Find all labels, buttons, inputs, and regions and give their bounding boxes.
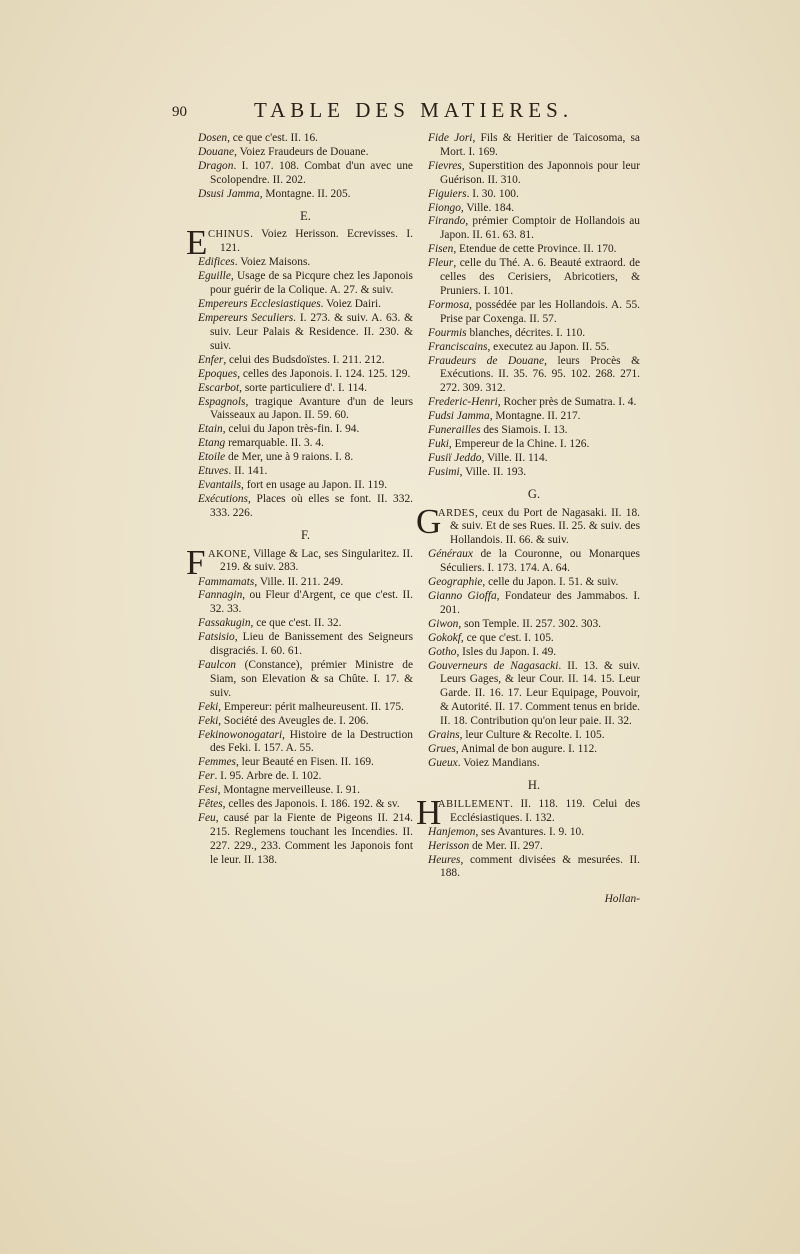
index-entry [198,396,413,424]
index-entry [198,382,413,396]
entry-headword: Fatsisio [198,631,235,644]
entry-text: . Voiez Maisons. [234,256,311,269]
entry-headword: Fleur [428,257,454,270]
entry-text: . I. 273. & suiv. A. 63. & suiv. Leur Palais & Residence. II. 230. & suiv. [210,312,413,352]
entry-headword: Exécutions [198,492,248,505]
index-entry [428,618,640,632]
entry-text: , leurs Procès & Exécutions. II. 35. 76. 95. 102. 268. 271. 272. 309. 312. [440,354,640,395]
index-entry [198,160,413,188]
section-letter: F. [300,527,311,542]
index-entry [198,576,413,590]
entry-text: (Constance), prémier Ministre de Siam, son Elevation & sa Chûte. I. 17. & suiv. [210,659,413,699]
entry-text: , Usage de sa Picqure chez les Japonois pour guérir de la Colique. A. 27. & suiv. [210,270,413,297]
entry-text: , Animal de bon augure. I. 112. [455,742,598,755]
index-entry [428,160,640,188]
index-entry [428,396,640,410]
index-entry [428,729,640,743]
index-entry [428,410,640,424]
entry-headword: Fesi [198,784,218,797]
entry-headword: Gokokf [428,631,461,644]
index-entry [428,341,640,355]
drop-cap: G [416,501,442,541]
index-entry [428,826,640,840]
entry-text: . Voiez Dairi. [320,298,381,311]
entry-text: . II. 13. & suiv. Leurs Gages, & leur Cour. II. 14. 15. Leur Garde. II. 16. 17. Leur Equipage, Pouvoir, & Autorité. II. 17. Comment tenus en bride. II. 18. Contribution qu'on leur paie. II. 32. [440,659,640,728]
index-entry [428,215,640,243]
index-column-right [416,132,640,907]
entry-headword: Fievres [428,159,462,172]
index-entry [428,299,640,327]
index-entry [428,743,640,757]
index-entry [198,437,413,451]
entry-headword: Faulcon [198,659,236,671]
entry-headword: Epoques [198,367,238,380]
entry-text: blanches, décrites. I. 110. [466,326,586,339]
index-entry [428,590,640,618]
entry-headword: Formosa [428,298,470,311]
index-entry-first [416,501,640,549]
entry-headword: Fer [198,770,215,783]
entry-headword: ARDES [438,507,475,519]
index-entry [198,701,413,715]
entry-text: . Voiez Mandians. [457,756,540,769]
index-entry [198,256,413,270]
entry-text: . I. 95. Arbre de. I. 102. [214,770,322,783]
entry-text: , Etendue de cette Province. II. 170. [453,243,617,256]
entry-headword: Douane [198,145,235,158]
index-entry [198,354,413,368]
entry-headword: Figuiers [428,187,467,200]
index-entry [198,298,413,312]
entry-headword: Giwon [428,617,459,630]
entry-headword: Gotho [428,645,457,658]
entry-headword: Fusiï Jeddo [428,451,482,464]
entry-headword: CHINUS [208,229,251,241]
entry-text: , celui du Japon très-fin. I. 94. [222,423,360,436]
entry-text: , Ville. II. 114. [481,451,548,464]
entry-text: , Voiez Fraudeurs de Douane. [234,145,369,158]
entry-text: , Ville. II. 211. 249. [254,575,344,588]
entry-text: , Montagne merveilleuse. I. 91. [217,784,360,797]
index-entry [428,327,640,341]
section-letter: E. [300,208,311,223]
entry-headword: Etuves [198,465,229,478]
index-entry [428,452,640,466]
entry-headword: Généraux [428,548,473,561]
section-letter: H. [527,777,541,792]
entry-headword: Fide Jori [428,132,473,144]
index-entry [198,812,413,868]
entry-text: , celle du Thé. A. 6. Beauté extraord. de celles des Cerisiers, Abricotiers, & Pruniers. I. 101. [440,257,640,297]
index-entry [428,355,640,397]
entry-text: . Voiez Herisson. Ecrevisses. I. 121. [220,228,413,255]
entry-headword: Fourmis [428,326,467,339]
entry-headword: Fammamats [198,575,255,588]
entry-headword: Empereurs Ecclesiastiques [198,298,321,311]
index-entry [428,188,640,202]
entry-text: remarquable. II. 3. 4. [225,437,324,450]
entry-headword: Dosen [198,132,228,144]
index-entry [428,576,640,590]
entry-headword: Eguille [198,270,231,283]
index-entry [198,423,413,437]
entry-headword: Fekinowonogatari [198,728,283,741]
entry-text: , possédée par les Hollandois. A. 55. Prise par Coxenga. II. 57. [440,298,640,325]
index-entry [198,188,413,202]
entry-headword: Franciscains [428,340,488,353]
entry-headword: ABILLEMENT [438,798,511,810]
index-entry [198,715,413,729]
entry-text: , Village & Lac, ses Singularitez. II. 219. & suiv. 283. [220,547,413,574]
index-entry [198,617,413,631]
entry-headword: Fisen [428,243,454,256]
entry-headword: Escarbot [198,381,240,394]
entry-text: , celles des Japonois. I. 124. 125. 129. [237,367,411,380]
entry-headword: Gueux [428,756,458,769]
index-entry [428,646,640,660]
entry-text: , Places où elles se font. II. 332. 333. 226. [210,492,413,519]
index-entry [428,660,640,730]
drop-cap: H [416,792,442,832]
entry-headword: Dragon [198,159,234,172]
entry-headword: Etoile [198,451,226,464]
entry-headword: Fannagin [198,589,243,602]
index-entry [198,770,413,784]
index-entry [198,589,413,617]
entry-text: , Montagne. II. 205. [259,187,351,200]
entry-text: de Mer. II. 297. [469,839,543,852]
entry-headword: Fassakugin [198,617,251,630]
entry-text: , comment divisées & mesurées. II. 188. [440,853,640,880]
entry-headword: Fuki [428,437,449,450]
entry-text: , leur Culture & Recolte. I. 105. [459,729,605,742]
page-number: 90 [172,104,187,120]
index-column-left [186,132,413,868]
entry-text: , Ville. 184. [460,201,515,214]
entry-headword: Herisson [428,839,470,852]
entry-text: , Isles du Japon. I. 49. [456,645,557,658]
entry-text: , Ville. II. 193. [459,465,527,478]
page-header [172,98,612,128]
entry-text: de Mer, une à 9 raions. I. 8. [225,451,354,464]
index-entry [428,257,640,299]
entry-headword: Fêtes [198,798,223,811]
index-entry [428,840,640,854]
entry-text: , ce que c'est. II. 16. [227,132,319,144]
index-entry [198,756,413,770]
index-entry [428,854,640,882]
entry-headword: Firando [428,215,466,228]
entry-text: , ceux du Port de Nagasaki. II. 18. & suiv. Et de ses Rues. II. 25. & suiv. des Hollandois. II. 66. & suiv. [450,506,640,547]
index-entry [198,132,413,146]
entry-headword: Evantails [198,478,242,491]
index-entry [428,202,640,216]
index-entry [198,465,413,479]
entry-text: , fort en usage au Japon. II. 119. [241,478,388,491]
running-title: TABLE DES MATIERES. [254,98,574,122]
entry-text: , leur Beauté en Fisen. II. 169. [235,756,374,769]
index-entry [198,479,413,493]
index-entry [198,270,413,298]
entry-headword: Feu [198,811,216,824]
entry-text: , ou Fleur d'Argent, ce que c'est. II. 32. 33. [210,589,413,616]
entry-text: . I. 30. 100. [466,187,519,200]
index-entry [198,631,413,659]
entry-text: , tragique Avanture d'un de leurs Vaisseaux au Japon. II. 59. 60. [210,395,413,422]
entry-text: , Montagne. II. 217. [489,410,581,423]
index-entry [428,132,640,160]
drop-cap: E [186,223,208,263]
entry-headword: AKONE [208,548,248,560]
entry-text: . II. 118. 119. Celui des Ecclésiastiques. I. 132. [450,797,640,824]
index-entry [428,424,640,438]
entry-text: . II. 141. [228,465,268,478]
index-entry [428,466,640,480]
index-entry [198,493,413,521]
entry-headword: Espagnols [198,395,246,408]
entry-headword: Gianno Gioffa [428,590,497,602]
entry-text: , Fils & Heritier de Taicosoma, sa Mort. I. 169. [440,132,640,158]
entry-text: , ce que c'est. II. 32. [250,617,342,630]
entry-headword: Fusimi [428,465,460,478]
entry-headword: Heures [428,853,461,866]
entry-text: , celle du Japon. I. 51. & suiv. [482,576,619,589]
drop-cap: F [186,542,206,582]
entry-headword: Dsusi Jamma [198,187,260,200]
entry-headword: Fraudeurs de Douane [428,354,545,367]
entry-text: des Siamois. I. 13. [480,424,568,437]
index-entry [198,798,413,812]
entry-headword: Empereurs Seculiers [198,312,294,325]
index-entry [428,243,640,257]
entry-text: , Fondateur des Jammabos. I. 201. [440,590,640,616]
entry-headword: Enfer [198,353,224,366]
entry-headword: Grains [428,729,460,742]
entry-text: , celles des Japonois. I. 186. 192. & sv. [222,798,400,811]
index-entry [428,757,640,771]
index-entry [198,659,413,701]
entry-text: , Rocher près de Sumatra. I. 4. [497,396,637,409]
index-entry [198,784,413,798]
entry-text: , Lieu de Banissement des Seigneurs disgraciés. I. 60. 61. [210,631,413,658]
index-entry [198,729,413,757]
entry-headword: Hanjemon [428,825,476,838]
section-letter: G. [527,486,541,501]
entry-text: , sorte particuliere d'. I. 114. [239,381,367,394]
index-entry [428,632,640,646]
entry-text: , Superstition des Japonnois pour leur Guérison. II. 310. [440,159,640,186]
entry-headword: Fiongo [428,201,461,214]
entry-text: , Société des Aveugles de. I. 206. [218,714,369,727]
index-entry [198,146,413,160]
index-entry [198,451,413,465]
entry-text: , Empereur de la Chine. I. 126. [448,437,590,450]
entry-headword: Edifices [198,256,235,269]
entry-headword: Grues [428,742,456,755]
entry-headword: Feki [198,714,219,727]
entry-text: de la Couronne, ou Monarques Séculiers. I. 173. 174. A. 64. [440,548,640,575]
entry-headword: Femmes [198,756,236,769]
entry-text: , celui des Budsdoïstes. I. 211. 212. [223,353,385,366]
entry-headword: Funerailles [428,424,481,437]
entry-headword: Gouverneurs de Nagasacki [428,659,559,672]
entry-text: , Histoire de la Destruction des Feki. I. 157. A. 55. [210,728,413,755]
index-entry [198,312,413,354]
entry-headword: Etang [198,437,226,450]
entry-headword: Geographie [428,576,483,589]
entry-text: . I. 107. 108. Combat d'un avec une Scolopendre. II. 202. [210,159,413,186]
entry-headword: Frederic-Henri [428,396,498,409]
entry-text: , executez au Japon. II. 55. [487,340,610,353]
entry-text: , son Temple. II. 257. 302. 303. [458,617,602,630]
index-entry [428,438,640,452]
entry-headword: Feki [198,700,219,713]
entry-headword: Etain [198,423,223,436]
entry-text: , ses Avantures. I. 9. 10. [475,825,585,838]
entry-text: , causé par la Fiente de Pigeons II. 214. 215. Reglemens touchant les Incendies. II. 227. 229., 233. Comment les Japonois font le leur. II. 138. [210,811,413,866]
catchword: Hollan- [604,893,640,906]
entry-text: , ce que c'est. I. 105. [460,631,554,644]
index-entry [198,368,413,382]
entry-text: , Empereur: périt malheureusent. II. 175. [218,700,404,713]
entry-headword: Fudsi Jamma [428,410,490,423]
index-entry [428,548,640,576]
entry-text: , prémier Comptoir de Hollandois au Japon. II. 61. 63. 81. [440,215,640,242]
